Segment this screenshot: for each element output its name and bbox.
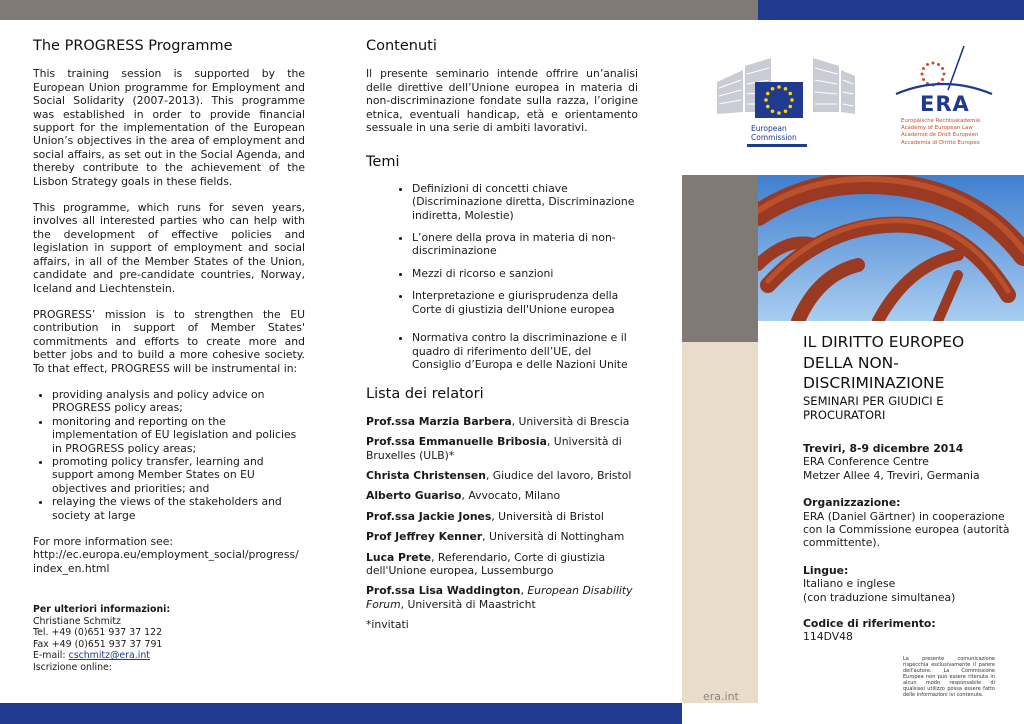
org-text: ERA (Daniel Gärtner) in cooperazione con la Commissione europea (autorità committente). xyxy=(803,509,1010,550)
european-commission-logo xyxy=(717,52,855,148)
list-item xyxy=(366,469,638,482)
speaker-affiliation: , Università di Maastricht xyxy=(400,597,536,611)
event-venue-2: Metzer Allee 4, Treviri, Germania xyxy=(803,468,980,482)
list-item: • monitoring and reporting on the implementation of EU legislation and policies in PROGRESS policy areas; xyxy=(52,415,305,455)
era-line-it: Accademia di Diritto Europeo xyxy=(901,139,980,146)
eu-star-icon xyxy=(777,85,781,89)
eu-star-icon xyxy=(771,109,775,113)
relatori-heading: Lista dei relatori xyxy=(366,386,484,403)
eu-star-icon xyxy=(784,109,788,113)
era-star-icon xyxy=(941,78,944,81)
disclaimer: La presente comunicazione rispecchia esclusivamente il parere dell’autore. La Commissione Europea non può essere ritenuta in alcun modo responsabile di qualsiasi utilizzo possa essere fatto delle informazioni ivi contenute. xyxy=(903,656,995,698)
contact-tel: Tel. +49 (0)651 937 37 122 xyxy=(33,627,163,639)
progress-heading: The PROGRESS Programme xyxy=(33,38,233,54)
list-item xyxy=(366,510,638,523)
speaker-affiliation: , Università di Bruxelles (ULB)* xyxy=(366,435,622,462)
speaker-name: Luca Prete xyxy=(366,550,432,564)
contact-block xyxy=(33,604,305,674)
event-details xyxy=(803,442,1013,644)
list-item: • Definizioni di concetti chiave (Discriminazione diretta, Discriminazione indiretta, Molestie) xyxy=(412,182,638,222)
contenuti-text: Il presente seminario intende offrire un’analisi delle direttive dell’Unione europea in materia di non-discriminazione fondate sulla razza, l’origine etnica, eventuali handicap, età e orientamento sessuale in una serie di ambiti lavorativi. xyxy=(366,67,638,135)
era-star-icon xyxy=(922,78,925,81)
era-star-icon xyxy=(941,67,944,70)
event-venue-1: ERA Conference Centre xyxy=(803,455,929,469)
seminar-column xyxy=(366,40,638,632)
speaker-name: Prof Jeffrey Kenner xyxy=(366,530,483,544)
more-info-label: For more information see: xyxy=(33,535,173,548)
progress-column xyxy=(33,40,305,575)
speaker-affiliation: , Referendario, Corte di giustizia dell'Unione europea, Lussemburgo xyxy=(366,550,606,577)
list-item xyxy=(366,435,638,462)
codice-heading: Codice di riferimento: xyxy=(803,617,936,631)
era-star-icon xyxy=(937,63,940,66)
era-star-icon xyxy=(926,63,929,66)
eu-star-icon xyxy=(764,98,768,102)
temi-list xyxy=(366,182,638,371)
email-label: E-mail: xyxy=(33,650,69,662)
eu-star-icon xyxy=(777,111,781,115)
speaker-organisation: European Disability Forum xyxy=(366,584,633,611)
contenuti-heading: Contenuti xyxy=(366,38,437,54)
list-item: • Interpretazione e giurisprudenza della Corte di giustizia dell'Unione europea xyxy=(412,289,638,316)
lingue-heading: Lingue: xyxy=(803,563,849,577)
sculpture-photo xyxy=(758,175,1024,321)
speaker-affiliation: , Università di Bristol xyxy=(491,509,604,523)
list-item: • Mezzi di ricorso e sanzioni xyxy=(412,267,638,280)
subtitle-line-1: SEMINARI PER GIUDICI E xyxy=(803,393,944,408)
progress-bullets xyxy=(33,388,305,522)
speaker-affiliation: , Avvocato, Milano xyxy=(461,489,561,503)
era-line-en: Academy of European Law xyxy=(901,125,973,132)
list-item: • providing analysis and policy advice on PROGRESS policy areas; xyxy=(52,388,305,415)
speaker-name: Alberto Guariso xyxy=(366,489,462,503)
codice-value: 114DV48 xyxy=(803,630,853,644)
list-item xyxy=(366,530,638,543)
progress-paragraph-2: This programme, which runs for seven years, involves all interested parties who can help with the development of effective policies and legislation in support of employment and social affairs, in all of the Member States of the Union, candidate and pre-candidate countries, Norway, Iceland and Liechtenstein. xyxy=(33,201,305,295)
era-star-icon xyxy=(932,62,935,65)
iscrizione-label: Iscrizione online: xyxy=(33,661,112,673)
list-item: • promoting policy transfer, learning and support among Member States on EU objectives and priorities; and xyxy=(52,455,305,495)
event-date: Treviri, 8-9 dicembre 2014 xyxy=(803,442,964,455)
speaker-affiliation: , Giudice del lavoro, Bristol xyxy=(485,468,632,482)
ec-logo-text xyxy=(751,124,797,142)
contact-email-line xyxy=(33,650,305,662)
eu-star-icon xyxy=(790,98,794,102)
beige-panel xyxy=(682,342,758,703)
era-star-icon xyxy=(943,73,946,76)
email-link[interactable]: cschmitz@era.int xyxy=(68,650,150,662)
progress-paragraph-1: This training session is supported by the European Union programme for Employment and Social Solidarity (2007-2013). This programme was established in order to provide financial support for the implementation of the European Union’s objectives in the area of employment and social affairs, as set out in the Social Agenda, and thereby contribute to the achievement of the Lisbon Strategy goals in these fields. xyxy=(33,67,305,188)
eu-star-icon xyxy=(788,105,792,109)
bottom-bar-blue xyxy=(0,703,682,724)
progress-url-line-2[interactable]: index_en.html xyxy=(33,561,110,575)
contact-heading: Per ulteriori informazioni: xyxy=(33,604,171,615)
org-heading: Organizzazione: xyxy=(803,496,901,510)
list-item xyxy=(366,551,638,578)
title-line-2: DELLA NON- xyxy=(803,353,899,372)
era-subtitle xyxy=(901,118,980,147)
list-item xyxy=(366,415,638,428)
eu-star-icon xyxy=(766,105,770,109)
era-star-icon xyxy=(922,67,925,70)
temi-heading: Temi xyxy=(366,154,400,171)
speaker-affiliation: , Università di Nottingham xyxy=(482,530,625,544)
bottom-bar-right xyxy=(682,703,1024,724)
speaker-name: Prof.ssa Emmanuelle Bribosia xyxy=(366,435,547,449)
ec-logo-line-2: Commission xyxy=(751,133,797,142)
list-item: • Normativa contro la discriminazione e il quadro di riferimento dell’UE, del Consiglio d’Europa e delle Nazioni Unite xyxy=(412,331,638,371)
list-item xyxy=(366,584,638,611)
speaker-separator: , xyxy=(520,584,528,598)
list-item: • relaying the views of the stakeholders and society at large xyxy=(52,495,305,522)
eu-star-icon xyxy=(788,92,792,96)
top-bar-gray xyxy=(0,0,758,20)
speaker-name: Christa Christensen xyxy=(366,468,486,482)
era-wordmark: ERA xyxy=(920,92,970,116)
eu-star-icon xyxy=(771,87,775,91)
relatori-list xyxy=(366,415,638,611)
speaker-name: Prof.ssa Marzia Barbera xyxy=(366,414,512,428)
progress-paragraph-3: PROGRESS’ mission is to strengthen the EU contribution in support of Member States' commitments and efforts to create more and better jobs and to build a more cohesive society. To that effect, PROGRESS will be instrumental in: xyxy=(33,307,305,375)
era-line-fr: Académie de Droit Européen xyxy=(901,132,979,139)
era-star-icon xyxy=(921,73,924,76)
contact-name: Christiane Schmitz xyxy=(33,615,121,627)
lingue-line-2: (con traduzione simultanea) xyxy=(803,590,956,604)
top-bar-blue xyxy=(758,0,1024,20)
sculpture-image xyxy=(758,175,1024,321)
eu-star-icon xyxy=(766,92,770,96)
era-line-de: Europäische Rechtsakademie xyxy=(901,118,981,124)
lingue-line-1: Italiano e inglese xyxy=(803,577,896,591)
gray-panel xyxy=(682,175,758,342)
invitati-note: *invitati xyxy=(366,618,409,632)
speaker-name: Prof.ssa Jackie Jones xyxy=(366,509,492,523)
speaker-name: Prof.ssa Lisa Waddington xyxy=(366,584,521,598)
ec-logo-line-1: European xyxy=(751,124,787,133)
seminar-title-block xyxy=(803,332,1013,422)
title-line-3: DISCRIMINAZIONE xyxy=(803,374,945,392)
eu-star-icon xyxy=(784,87,788,91)
subtitle-line-2: PROCURATORI xyxy=(803,407,886,422)
contact-fax: Fax +49 (0)651 937 37 791 xyxy=(33,638,163,650)
era-website[interactable]: era.int xyxy=(703,690,739,703)
list-item xyxy=(366,489,638,502)
progress-url-line-1[interactable]: http://ec.europa.eu/employment_social/progress/ xyxy=(33,548,299,562)
title-line-1: IL DIRITTO EUROPEO xyxy=(803,333,965,351)
list-item: • L’onere della prova in materia di non-discriminazione xyxy=(412,231,638,258)
speaker-affiliation: , Università di Brescia xyxy=(511,414,630,428)
